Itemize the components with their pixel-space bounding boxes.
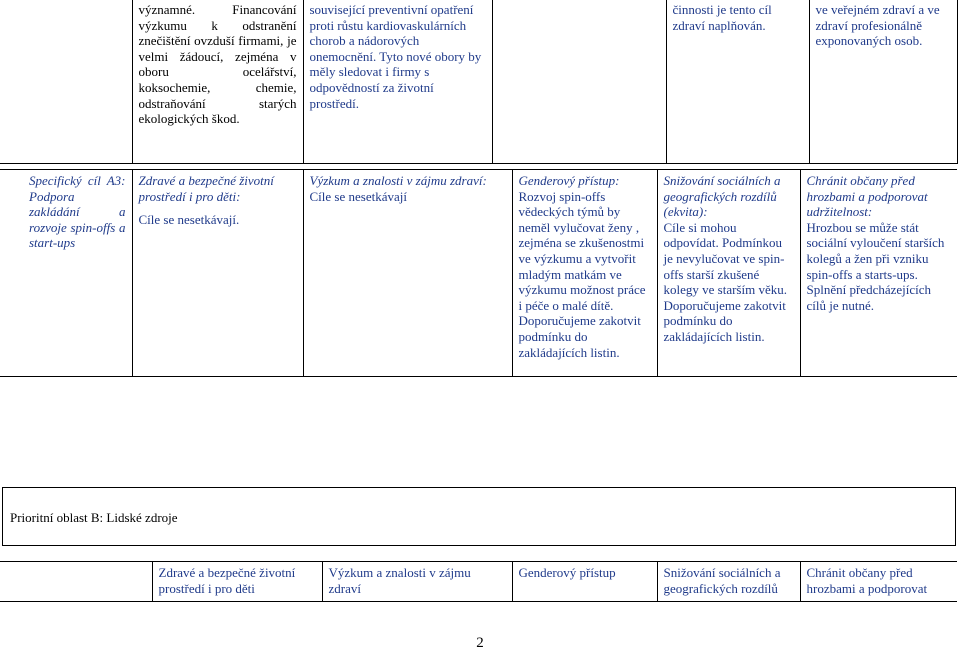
page-number: 2	[476, 635, 484, 651]
goal-cell-gender	[512, 170, 657, 377]
header-cell-threats	[800, 562, 957, 602]
header-cell-blank	[0, 562, 152, 602]
goal-label: Specifický cíl A3: Podpora zakládání a rozvoje spin-offs a start-ups	[29, 173, 126, 251]
goal-cell-threats	[800, 170, 957, 377]
top-cell-blank	[0, 0, 132, 163]
goal-cell-text: Cíle si mohou odpovídat. Podmínkou je nevylučovat ve spin-offs starší zkušené kolegy ve starším věku. Doporučujeme zakotvit podmínku do zakládajících listin.	[663, 219, 787, 344]
goal-cell-text: Rozvoj spin-offs vědeckých týmů by neměl vylučovat ženy , zejména se zkušenostmi ve výzkumu a vytvořit mladým matkám ve výzkumu možnost práce i péče o malé dítě. Doporučujeme zakotvit podmínku do zakládajících listin.	[518, 188, 646, 360]
header-cell-text: Výzkum a znalosti v zájmu zdraví	[328, 565, 471, 596]
table-top-continuation	[0, 0, 958, 164]
top-cell-public-health	[809, 0, 957, 163]
top-cell-pollution-research	[132, 0, 303, 163]
goal-cell-heading: Chránit občany před hrozbami a podporovat udržitelnost:	[806, 173, 928, 220]
priority-area-box	[2, 487, 956, 546]
top-cell-preventive-measures	[303, 0, 492, 163]
header-cell-gender	[512, 562, 657, 602]
goal-label-cell	[0, 170, 132, 377]
goal-cell-heading: Zdravé a bezpečné životní prostředí i pro děti:	[138, 173, 274, 204]
header-cell-text: Snižování sociálních a geografických rozdílů	[663, 565, 781, 596]
top-cell-text: ve veřejném zdraví a ve zdraví profesionálně exponovaných osob.	[815, 2, 940, 49]
header-cell-research	[322, 562, 512, 602]
table-header-row	[0, 561, 957, 602]
top-cell-health-goal	[666, 0, 809, 163]
goal-cell-heading: Výzkum a znalosti v zájmu zdraví:	[309, 173, 487, 188]
top-cell-empty	[492, 0, 666, 163]
header-cell-text: Genderový přístup	[518, 565, 616, 580]
goal-cell-heading: Snižování sociálních a geografických rozdílů (ekvita):	[663, 173, 781, 220]
goal-cell-text: Hrozbou se může stát sociální vyloučení starších kolegů a žen při vzniku spin-offs a starts-ups. Splnění předcházejících cílů je nutné.	[806, 219, 945, 313]
header-cell-environment	[152, 562, 322, 602]
top-cell-text: související preventivní opatření proti růstu kardiovaskulárních chorob a nádorových onemocnění. Tyto nové obory by měly sledovat i firmy s odpovědností za životní prostředí.	[309, 2, 482, 111]
goal-cell-equity	[657, 170, 800, 377]
header-cell-equity	[657, 562, 800, 602]
goal-cell-heading: Genderový přístup:	[518, 173, 620, 188]
top-cell-text: významné. Financování výzkumu k odstranění znečištění ovzduší firmami, je velmi žádoucí, zejména v oboru ocelářství, koksochemie, chemie, odstraňování starých ekologických škod.	[138, 2, 297, 127]
goal-cell-environment	[132, 170, 303, 377]
header-cell-text: Chránit občany před hrozbami a podporovat	[806, 565, 928, 596]
header-cell-text: Zdravé a bezpečné životní prostředí i pro děti	[158, 565, 296, 596]
priority-area-title: Prioritní oblast B: Lidské zdroje	[10, 510, 178, 525]
goal-cell-research	[303, 170, 512, 377]
table-goal-a3	[0, 169, 957, 377]
goal-cell-text: Cíle se nesetkávají	[309, 188, 407, 204]
goal-cell-text: Cíle se nesetkávají.	[138, 212, 240, 228]
top-cell-text: činnosti je tento cíl zdraví naplňován.	[672, 2, 772, 33]
